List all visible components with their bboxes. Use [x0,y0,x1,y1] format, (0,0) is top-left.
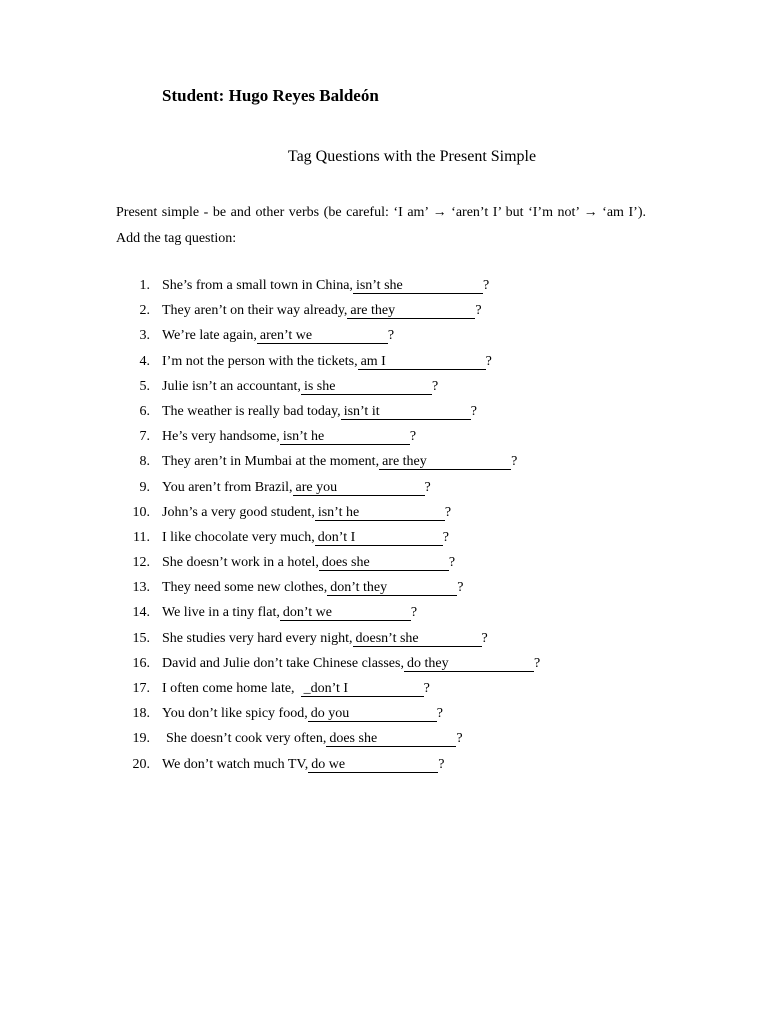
question-mark: ? [485,353,492,369]
question-text [162,503,451,523]
question-mark: ? [481,630,488,646]
question-text [162,654,540,674]
question-stem: We don’t watch much TV, [162,756,309,772]
question-stem: You don’t like spicy food, [162,706,308,722]
question-stem: We’re late again, [162,328,257,344]
question-text [162,326,394,346]
question-stem: They need some new clothes, [162,580,328,596]
question-text [162,427,416,447]
question-text [162,301,482,321]
answer-blank[interactable]: aren’t we [257,328,388,344]
question-stem: David and Julie don’t take Chinese classes, [162,655,404,671]
question-text [162,402,477,422]
question-text [166,729,463,749]
question-item [0,679,768,704]
question-item [0,452,768,477]
question-mark: ? [448,555,456,571]
question-mark: ? [457,580,464,596]
question-item [0,528,768,553]
question-mark: ? [456,731,463,747]
question-number: 18. [132,706,150,722]
question-text [162,578,463,598]
question-stem: I like chocolate very much, [162,529,315,545]
question-mark: ? [482,278,490,293]
question-list [0,276,768,780]
question-text [162,553,455,573]
question-stem: She’s from a small town in China, [162,278,353,293]
question-item [0,629,768,654]
question-number: 5. [139,378,150,394]
question-text [162,704,443,724]
question-mark: ? [436,706,443,722]
question-number: 20. [132,756,150,772]
question-mark: ? [470,403,477,419]
question-number: 19. [132,731,150,747]
answer-blank[interactable]: are they [347,303,475,319]
answer-blank[interactable]: don’t they [327,580,457,596]
question-number: 4. [139,353,150,369]
answer-blank[interactable]: does she [319,555,449,571]
answer-blank[interactable]: isn’t he [280,429,410,445]
question-number: 7. [139,429,150,445]
question-mark: ? [438,756,445,772]
answer-blank[interactable]: doesn’t she [353,631,482,647]
answer-blank[interactable]: isn’t it [341,404,471,420]
question-number: 14. [132,605,150,621]
question-stem: They aren’t on their way already, [162,303,348,319]
question-text [162,755,444,775]
answer-blank[interactable]: _don’t I [301,681,424,697]
question-item [0,755,768,780]
question-mark: ? [444,504,452,520]
worksheet-title: Tag Questions with the Present Simple [287,148,537,165]
question-mark: ? [424,479,431,495]
question-number: 10. [132,504,150,520]
question-text [162,629,488,649]
question-item [0,427,768,452]
question-item [0,503,768,528]
answer-blank[interactable]: are you [293,480,425,496]
question-number: 6. [139,403,150,419]
question-text [162,603,417,623]
question-item [0,704,768,729]
answer-blank[interactable]: don’t we [280,605,411,621]
question-mark: ? [387,328,395,344]
question-number: 3. [139,328,150,344]
student-name: Student: Hugo Reyes Baldeón [162,86,379,105]
answer-blank[interactable]: am I [358,354,486,370]
answer-blank[interactable]: do we [308,757,438,773]
question-item [0,553,768,578]
question-number: 15. [132,630,150,646]
question-mark: ? [442,529,449,545]
question-stem: You aren’t from Brazil, [162,479,293,495]
answer-blank[interactable]: do they [404,656,534,672]
question-mark: ? [423,681,430,696]
question-item [0,276,768,301]
question-item [0,578,768,603]
question-mark: ? [410,605,418,621]
instructions: Present simple - be and other verbs (be careful: ‘I am’ → ‘aren’t I’ but ‘I’m not’ → ‘am I’). Add the tag question: [116,205,646,246]
question-mark: ? [409,429,417,445]
question-text [162,276,489,296]
question-item [0,478,768,503]
question-stem: They aren’t in Mumbai at the moment, [162,454,380,470]
question-mark: ? [475,303,482,319]
question-text [162,377,438,397]
question-number: 12. [132,555,150,571]
question-stem: I’m not the person with the tickets, [162,353,358,369]
question-text [162,679,430,699]
question-stem: She studies very hard every night, [162,630,353,646]
question-item [0,654,768,679]
question-number: 11. [133,529,150,545]
question-stem: He’s very handsome, [162,429,280,445]
question-stem: She doesn’t cook very often, [166,731,327,747]
answer-blank[interactable]: is she [301,379,432,395]
question-number: 16. [132,655,150,671]
question-number: 1. [139,278,150,293]
question-text [162,478,431,498]
question-number: 13. [132,580,150,596]
question-item [0,603,768,628]
answer-blank[interactable]: isn’t she [353,278,483,294]
question-mark: ? [511,454,518,470]
question-number: 8. [139,454,150,470]
question-item [0,729,768,754]
question-item [0,402,768,427]
question-text [162,352,492,372]
answer-blank[interactable]: don’t I [315,530,443,546]
question-stem: The weather is really bad today, [162,403,341,419]
question-stem: We live in a tiny flat, [162,605,280,621]
question-number: 9. [139,479,150,495]
question-item [0,301,768,326]
question-item [0,352,768,377]
question-item [0,326,768,351]
question-text [162,528,449,548]
question-stem: Julie isn’t an accountant, [162,378,301,394]
question-stem: She doesn’t work in a hotel, [162,555,319,571]
question-text [162,452,517,472]
question-number: 2. [139,303,150,319]
question-stem: John’s a very good student, [162,504,315,520]
answer-blank[interactable]: do you [308,706,437,722]
question-stem: I often come home late, [162,681,295,696]
answer-blank[interactable]: are they [379,454,511,470]
question-mark: ? [533,655,541,671]
answer-blank[interactable]: isn’t he [315,505,445,521]
answer-blank[interactable]: does she [326,731,456,747]
question-item [0,377,768,402]
question-mark: ? [431,378,439,394]
question-number: 17. [132,681,150,696]
